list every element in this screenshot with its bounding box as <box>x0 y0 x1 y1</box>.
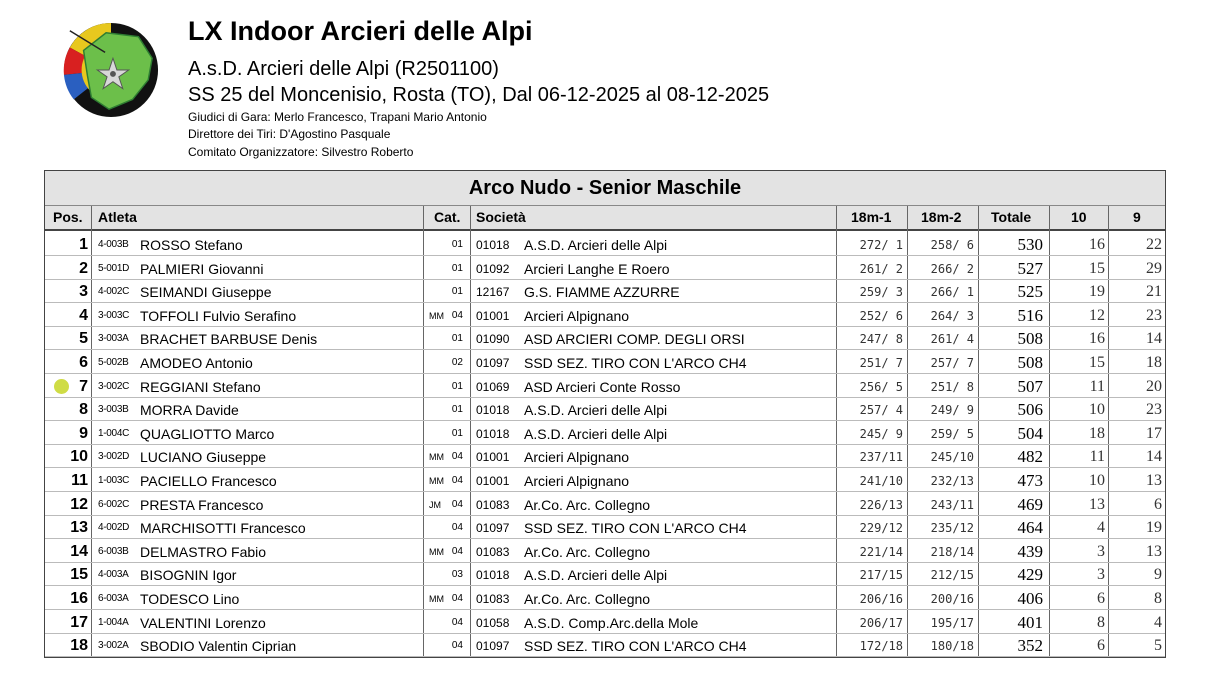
athlete-name: MORRA Davide <box>140 402 239 419</box>
table-title: Arco Nudo - Senior Maschile <box>45 171 1165 206</box>
athlete-name: TOFFOLI Fulvio Serafino <box>140 307 297 324</box>
nines-count: 9 <box>1154 566 1162 584</box>
position: 8 <box>79 401 88 419</box>
round2-score: 261/ 4 <box>930 332 974 347</box>
round2-score: 245/10 <box>930 450 974 465</box>
round2-score: 251/ 8 <box>930 379 974 394</box>
tens-count: 18 <box>1089 424 1105 442</box>
tens-count: 3 <box>1097 566 1105 584</box>
round2-score: 212/15 <box>930 568 974 583</box>
class-badge <box>429 375 445 397</box>
tens-count: 6 <box>1097 590 1105 607</box>
class-badge <box>429 611 445 633</box>
tens-count: 11 <box>1089 448 1105 466</box>
position: 12 <box>70 495 88 513</box>
round2-score: 243/11 <box>930 497 974 512</box>
total-score: 508 <box>1017 353 1043 372</box>
category: 01 <box>451 427 463 439</box>
nines-count: 17 <box>1146 424 1162 442</box>
athlete-code: 6-003A <box>98 593 129 604</box>
society-name: SSD SEZ. TIRO CON L'ARCO CH4 <box>524 520 747 537</box>
athlete-code: 5-001D <box>98 262 129 274</box>
society-name: Arcieri Alpignano <box>524 449 630 466</box>
round2-score: 264/ 3 <box>930 308 974 323</box>
table-row <box>45 493 1165 516</box>
header-tens: 10 <box>1071 209 1087 225</box>
tens-count: 3 <box>1097 542 1105 560</box>
round1-score: 172/18 <box>859 639 903 654</box>
category: 04 <box>451 498 463 510</box>
society-code: 01058 <box>476 615 510 630</box>
society-name: Arcieri Alpignano <box>524 473 630 489</box>
society-name: A.S.D. Arcieri delle Alpi <box>524 567 668 584</box>
class-badge: MM <box>429 310 444 321</box>
nines-count: 14 <box>1146 330 1162 348</box>
total-score: 527 <box>1017 258 1043 278</box>
nines-count: 4 <box>1154 613 1162 631</box>
position: 4 <box>79 306 88 324</box>
nines-count: 8 <box>1154 590 1162 607</box>
total-score: 406 <box>1017 589 1043 608</box>
total-score: 506 <box>1017 400 1043 420</box>
header-r1: 18m-1 <box>851 209 892 225</box>
class-badge <box>429 422 445 444</box>
society-code: 01001 <box>476 308 510 323</box>
society-code: 12167 <box>476 285 510 300</box>
tens-count: 15 <box>1089 354 1105 371</box>
table-row <box>45 611 1165 634</box>
society-code: 01018 <box>476 238 510 252</box>
total-score: 401 <box>1017 612 1043 632</box>
round1-score: 272/ 1 <box>859 238 903 252</box>
round1-score: 261/ 2 <box>859 261 903 276</box>
category: 03 <box>451 569 463 581</box>
athlete-name: VALENTINI Lorenzo <box>140 614 266 631</box>
category: 04 <box>451 545 463 557</box>
round1-score: 229/12 <box>859 521 903 536</box>
round2-score: 195/17 <box>930 615 974 630</box>
athlete-name: DELMASTRO Fabio <box>140 543 267 560</box>
event-venue-dates: SS 25 del Moncenisio, Rosta (TO), Dal 06-12-2025 al 08-12-2025 <box>188 84 770 106</box>
table-row <box>45 516 1165 539</box>
athlete-name: PRESTA Francesco <box>140 496 264 513</box>
nines-count: 6 <box>1154 495 1162 513</box>
tens-count: 13 <box>1089 495 1105 513</box>
tens-count: 10 <box>1089 472 1105 489</box>
athlete-name: PACIELLO Francesco <box>140 473 277 489</box>
total-score: 530 <box>1017 235 1043 254</box>
society-name: A.S.D. Arcieri delle Alpi <box>524 237 668 253</box>
round1-score: 245/ 9 <box>859 426 903 441</box>
table-row <box>45 540 1165 563</box>
header-total: Totale <box>991 209 1032 225</box>
director-line: Direttore dei Tiri: D'Agostino Pasquale <box>188 127 391 141</box>
round2-score: 232/13 <box>930 474 974 488</box>
table-row <box>45 375 1165 398</box>
athlete-name: MARCHISOTTI Francesco <box>140 520 306 537</box>
class-badge <box>429 280 445 302</box>
nines-count: 5 <box>1154 637 1162 655</box>
class-badge <box>429 327 445 349</box>
category: 04 <box>451 309 463 321</box>
athlete-name: PALMIERI Giovanni <box>140 260 264 277</box>
category: 04 <box>451 475 463 486</box>
class-badge: MM <box>429 476 444 486</box>
society-code: 01018 <box>476 568 510 583</box>
athlete-code: 1-004C <box>98 427 129 439</box>
round2-score: 259/ 5 <box>930 426 974 441</box>
nines-count: 21 <box>1146 283 1162 301</box>
nines-count: 20 <box>1146 377 1162 395</box>
position: 10 <box>70 448 88 466</box>
header-athlete: Atleta <box>98 209 137 225</box>
nines-count: 29 <box>1146 259 1162 277</box>
nines-count: 22 <box>1146 236 1162 253</box>
position: 17 <box>70 613 88 631</box>
category: 04 <box>451 522 463 534</box>
table-row <box>45 304 1165 327</box>
header-pos: Pos. <box>53 209 83 225</box>
athlete-name: BISOGNIN Igor <box>140 567 237 584</box>
round2-score: 266/ 2 <box>930 261 974 276</box>
category: 04 <box>451 640 463 652</box>
table-row <box>45 233 1165 256</box>
position: 5 <box>79 330 88 348</box>
total-score: 429 <box>1017 565 1043 585</box>
class-badge <box>429 233 445 255</box>
position: 3 <box>79 283 88 301</box>
athlete-code: 1-003C <box>98 475 129 486</box>
society-code: 01001 <box>476 474 510 488</box>
round2-score: 266/ 1 <box>930 285 974 300</box>
tens-count: 19 <box>1089 283 1105 301</box>
total-score: 525 <box>1017 282 1043 302</box>
athlete-code: 6-003B <box>98 545 129 557</box>
table-header <box>45 206 1165 231</box>
society-code: 01069 <box>476 379 510 394</box>
society-code: 01097 <box>476 639 510 654</box>
round1-score: 217/15 <box>859 568 903 583</box>
athlete-code: 1-004A <box>98 616 129 628</box>
society-name: G.S. FIAMME AZZURRE <box>524 284 680 301</box>
header-nines: 9 <box>1133 209 1141 225</box>
society-name: A.S.D. Comp.Arc.della Mole <box>524 614 699 631</box>
judges-line: Giudici di Gara: Merlo Francesco, Trapani Mario Antonio <box>188 110 487 124</box>
total-score: 464 <box>1017 518 1043 538</box>
class-badge <box>429 634 445 656</box>
athlete-code: 6-002C <box>98 498 129 510</box>
society-code: 01001 <box>476 450 510 465</box>
tens-count: 6 <box>1097 637 1105 655</box>
total-score: 516 <box>1017 305 1043 325</box>
class-badge: MM <box>429 594 444 604</box>
round1-score: 226/13 <box>859 497 903 512</box>
round1-score: 252/ 6 <box>859 308 903 323</box>
position: 6 <box>79 354 88 371</box>
athlete-code: 3-003B <box>98 404 129 416</box>
position: 15 <box>70 566 88 584</box>
round1-score: 259/ 3 <box>859 285 903 300</box>
athlete-code: 3-003C <box>98 309 129 321</box>
society-name: ASD Arcieri Conte Rosso <box>524 378 681 395</box>
total-score: 469 <box>1017 494 1043 514</box>
category: 01 <box>451 333 463 345</box>
table-row <box>45 469 1165 492</box>
society-name: A.S.D. Arcieri delle Alpi <box>524 425 668 442</box>
society-code: 01097 <box>476 521 510 536</box>
tens-count: 16 <box>1089 330 1105 348</box>
round1-score: 251/ 7 <box>859 356 903 370</box>
society-name: Ar.Co. Arc. Collegno <box>524 496 651 513</box>
position: 1 <box>79 236 88 253</box>
table-row <box>45 634 1165 657</box>
athlete-name: BRACHET BARBUSE Denis <box>140 331 318 348</box>
club-name: A.s.D. Arcieri delle Alpi (R2501100) <box>188 58 499 80</box>
position: 11 <box>71 472 88 489</box>
athlete-name: TODESCO Lino <box>140 591 240 607</box>
society-code: 01097 <box>476 356 510 370</box>
table-row <box>45 422 1165 445</box>
class-badge <box>429 563 445 585</box>
table-row <box>45 327 1165 350</box>
results-table <box>44 170 1166 658</box>
society-name: Ar.Co. Arc. Collegno <box>524 543 651 560</box>
position: 13 <box>70 519 88 537</box>
athlete-code: 4-002D <box>98 522 129 534</box>
athlete-code: 4-003A <box>98 569 129 581</box>
position: 18 <box>70 637 88 655</box>
athlete-name: LUCIANO Giuseppe <box>140 449 267 466</box>
athlete-name: QUAGLIOTTO Marco <box>140 425 275 442</box>
tens-count: 8 <box>1097 613 1105 631</box>
category: 04 <box>451 593 463 604</box>
round2-score: 235/12 <box>930 521 974 536</box>
round1-score: 256/ 5 <box>859 379 903 394</box>
total-score: 473 <box>1017 471 1043 490</box>
tens-count: 12 <box>1089 306 1105 324</box>
class-badge <box>429 257 445 279</box>
committee-line: Comitato Organizzatore: Silvestro Roberto <box>188 145 414 159</box>
table-row <box>45 257 1165 280</box>
class-badge <box>429 398 445 420</box>
header-cat: Cat. <box>434 209 461 225</box>
class-badge: JM <box>429 499 441 510</box>
total-score: 508 <box>1017 329 1043 349</box>
category: 01 <box>451 286 463 298</box>
society-name: ASD ARCIERI COMP. DEGLI ORSI <box>524 331 745 348</box>
round2-score: 180/18 <box>930 639 974 654</box>
society-code: 01090 <box>476 332 510 347</box>
category: 01 <box>451 262 463 274</box>
athlete-name: ROSSO Stefano <box>140 237 243 253</box>
society-name: Arcieri Alpignano <box>524 307 630 324</box>
position: 9 <box>79 424 88 442</box>
athlete-code: 5-002B <box>98 357 129 368</box>
society-code: 01018 <box>476 426 510 441</box>
position: 14 <box>70 542 88 560</box>
class-badge <box>429 351 445 373</box>
position: 16 <box>70 590 88 607</box>
round2-score: 249/ 9 <box>930 403 974 418</box>
nines-count: 13 <box>1146 472 1162 489</box>
society-name: SSD SEZ. TIRO CON L'ARCO CH4 <box>524 355 747 371</box>
category: 01 <box>451 380 463 392</box>
nines-count: 23 <box>1146 306 1162 324</box>
round2-score: 218/14 <box>930 544 974 559</box>
category: 01 <box>451 239 463 250</box>
athlete-code: 3-002D <box>98 451 129 463</box>
table-row <box>45 351 1165 374</box>
society-code: 01083 <box>476 497 510 512</box>
total-score: 504 <box>1017 423 1043 443</box>
header-r2: 18m-2 <box>921 209 962 225</box>
total-score: 482 <box>1017 447 1043 467</box>
class-badge <box>429 516 445 538</box>
society-name: A.S.D. Arcieri delle Alpi <box>524 402 668 419</box>
category: 02 <box>451 357 463 368</box>
athlete-code: 4-003B <box>98 239 129 250</box>
athlete-name: SBODIO Valentin Ciprian <box>140 638 297 655</box>
nines-count: 18 <box>1146 354 1162 371</box>
round1-score: 221/14 <box>859 544 903 559</box>
athlete-name: SEIMANDI Giuseppe <box>140 284 272 301</box>
athlete-code: 3-002C <box>98 380 129 392</box>
round1-score: 257/ 4 <box>859 403 903 418</box>
category: 04 <box>451 451 463 463</box>
tens-count: 4 <box>1097 519 1105 537</box>
position: 2 <box>79 259 88 277</box>
society-code: 01092 <box>476 261 510 276</box>
round2-score: 258/ 6 <box>930 238 974 252</box>
round1-score: 247/ 8 <box>859 332 903 347</box>
class-badge: MM <box>429 452 444 463</box>
athlete-code: 4-002C <box>98 286 129 298</box>
athlete-code: 3-003A <box>98 333 129 345</box>
round1-score: 241/10 <box>859 474 903 488</box>
table-row <box>45 398 1165 421</box>
table-row <box>45 587 1165 610</box>
table-row <box>45 280 1165 303</box>
table-row <box>45 563 1165 586</box>
athlete-code: 3-002A <box>98 640 129 652</box>
header-society: Società <box>476 209 526 225</box>
round2-score: 200/16 <box>930 592 974 606</box>
society-name: Ar.Co. Arc. Collegno <box>524 591 651 607</box>
athlete-name: AMODEO Antonio <box>140 355 253 371</box>
total-score: 352 <box>1017 636 1043 656</box>
nines-count: 13 <box>1146 542 1162 560</box>
nines-count: 19 <box>1146 519 1162 537</box>
event-title: LX Indoor Arcieri delle Alpi <box>188 16 533 46</box>
table-row <box>45 445 1165 468</box>
nines-count: 14 <box>1146 448 1162 466</box>
round1-score: 206/17 <box>859 615 903 630</box>
nines-count: 23 <box>1146 401 1162 419</box>
round2-score: 257/ 7 <box>930 356 974 370</box>
society-code: 01018 <box>476 403 510 418</box>
tens-count: 16 <box>1089 236 1105 253</box>
class-badge: MM <box>429 546 444 557</box>
total-score: 439 <box>1017 541 1043 561</box>
category: 01 <box>451 404 463 416</box>
society-name: Arcieri Langhe E Roero <box>524 260 670 277</box>
round1-score: 237/11 <box>859 450 903 465</box>
total-score: 507 <box>1017 376 1043 396</box>
society-name: SSD SEZ. TIRO CON L'ARCO CH4 <box>524 638 747 655</box>
tens-count: 10 <box>1089 401 1105 419</box>
position: 7 <box>79 377 88 395</box>
club-logo <box>62 20 160 120</box>
society-code: 01083 <box>476 592 510 606</box>
category: 04 <box>451 616 463 628</box>
athlete-name: REGGIANI Stefano <box>140 378 261 395</box>
tens-count: 15 <box>1089 259 1105 277</box>
round1-score: 206/16 <box>859 592 903 606</box>
tens-count: 11 <box>1089 377 1105 395</box>
society-code: 01083 <box>476 544 510 559</box>
